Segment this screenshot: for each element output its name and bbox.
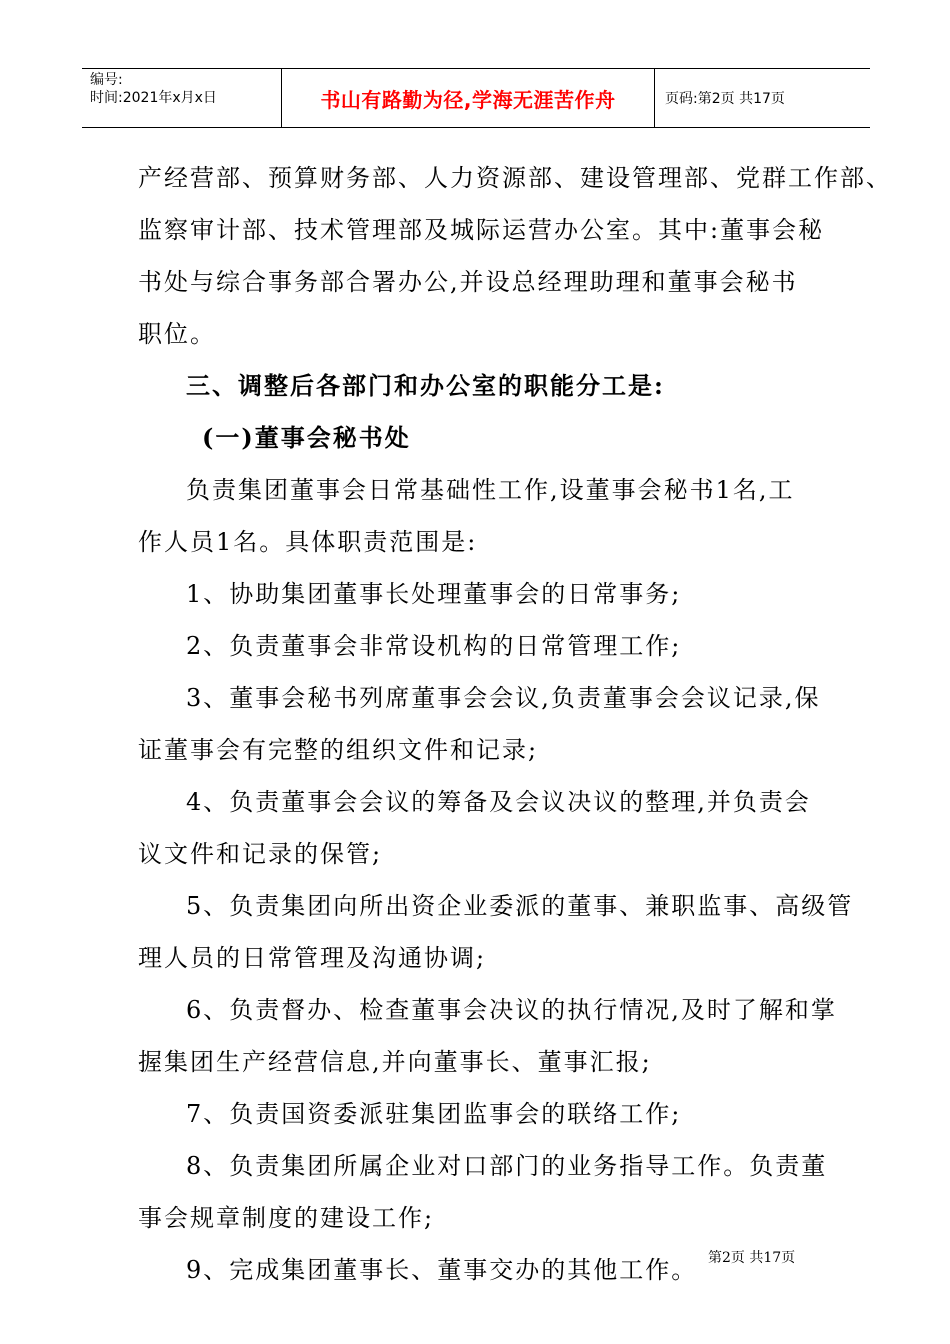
subsection-heading: (一)董事会秘书处 [202,423,411,452]
document-body [138,152,892,1296]
paragraph-line: 产经营部、预算财务部、人力资源部、建设管理部、党群工作部、 [138,164,892,192]
paragraph-line: 职位。 [138,320,216,348]
paragraph-line: 作人员1名。具体职责范围是: [138,528,478,556]
list-item-continued: 事会规章制度的建设工作; [138,1204,435,1232]
header-motto: 书山有路勤为径,学海无涯苦作舟 [282,69,655,127]
list-item: 7、负责国资委派驻集团监事会的联络工作; [186,1100,682,1128]
list-item-continued: 握集团生产经营信息,并向董事长、董事汇报; [138,1048,652,1076]
header-meta [82,69,282,127]
list-item: 4、负责董事会会议的筹备及会议决议的整理,并负责会 [186,788,811,816]
header-page-label: 页码:第2页 共17页 [665,91,785,107]
section-heading: 三、调整后各部门和办公室的职能分工是: [186,371,665,400]
page-footer: 第2页 共17页 [708,1250,796,1266]
list-item-continued: 理人员的日常管理及沟通协调; [138,944,487,972]
time-label: 时间:2021年x月x日 [90,90,217,106]
list-item: 1、协助集团董事长处理董事会的日常事务; [186,580,682,608]
paragraph-line: 监察审计部、技术管理部及城际运营办公室。其中:董事会秘 [138,216,825,244]
paragraph-line: 负责集团董事会日常基础性工作,设董事会秘书1名,工 [186,476,795,504]
page-header [82,68,870,128]
list-item-continued: 议文件和记录的保管; [138,840,383,868]
paragraph-line: 书处与综合事务部合署办公,并设总经理助理和董事会秘书 [138,268,798,296]
list-item: 5、负责集团向所出资企业委派的董事、兼职监事、高级管 [186,892,854,920]
list-item: 6、负责督办、检查董事会决议的执行情况,及时了解和掌 [186,996,837,1024]
list-item: 2、负责董事会非常设机构的日常管理工作; [186,632,682,660]
list-item: 3、董事会秘书列席董事会会议,负责董事会会议记录,保 [186,684,821,712]
number-label: 编号: [90,72,123,88]
list-item-continued: 证董事会有完整的组织文件和记录; [138,736,539,764]
list-item: 8、负责集团所属企业对口部门的业务指导工作。负责董 [186,1152,828,1180]
list-item: 9、完成集团董事长、董事交办的其他工作。 [186,1256,698,1284]
